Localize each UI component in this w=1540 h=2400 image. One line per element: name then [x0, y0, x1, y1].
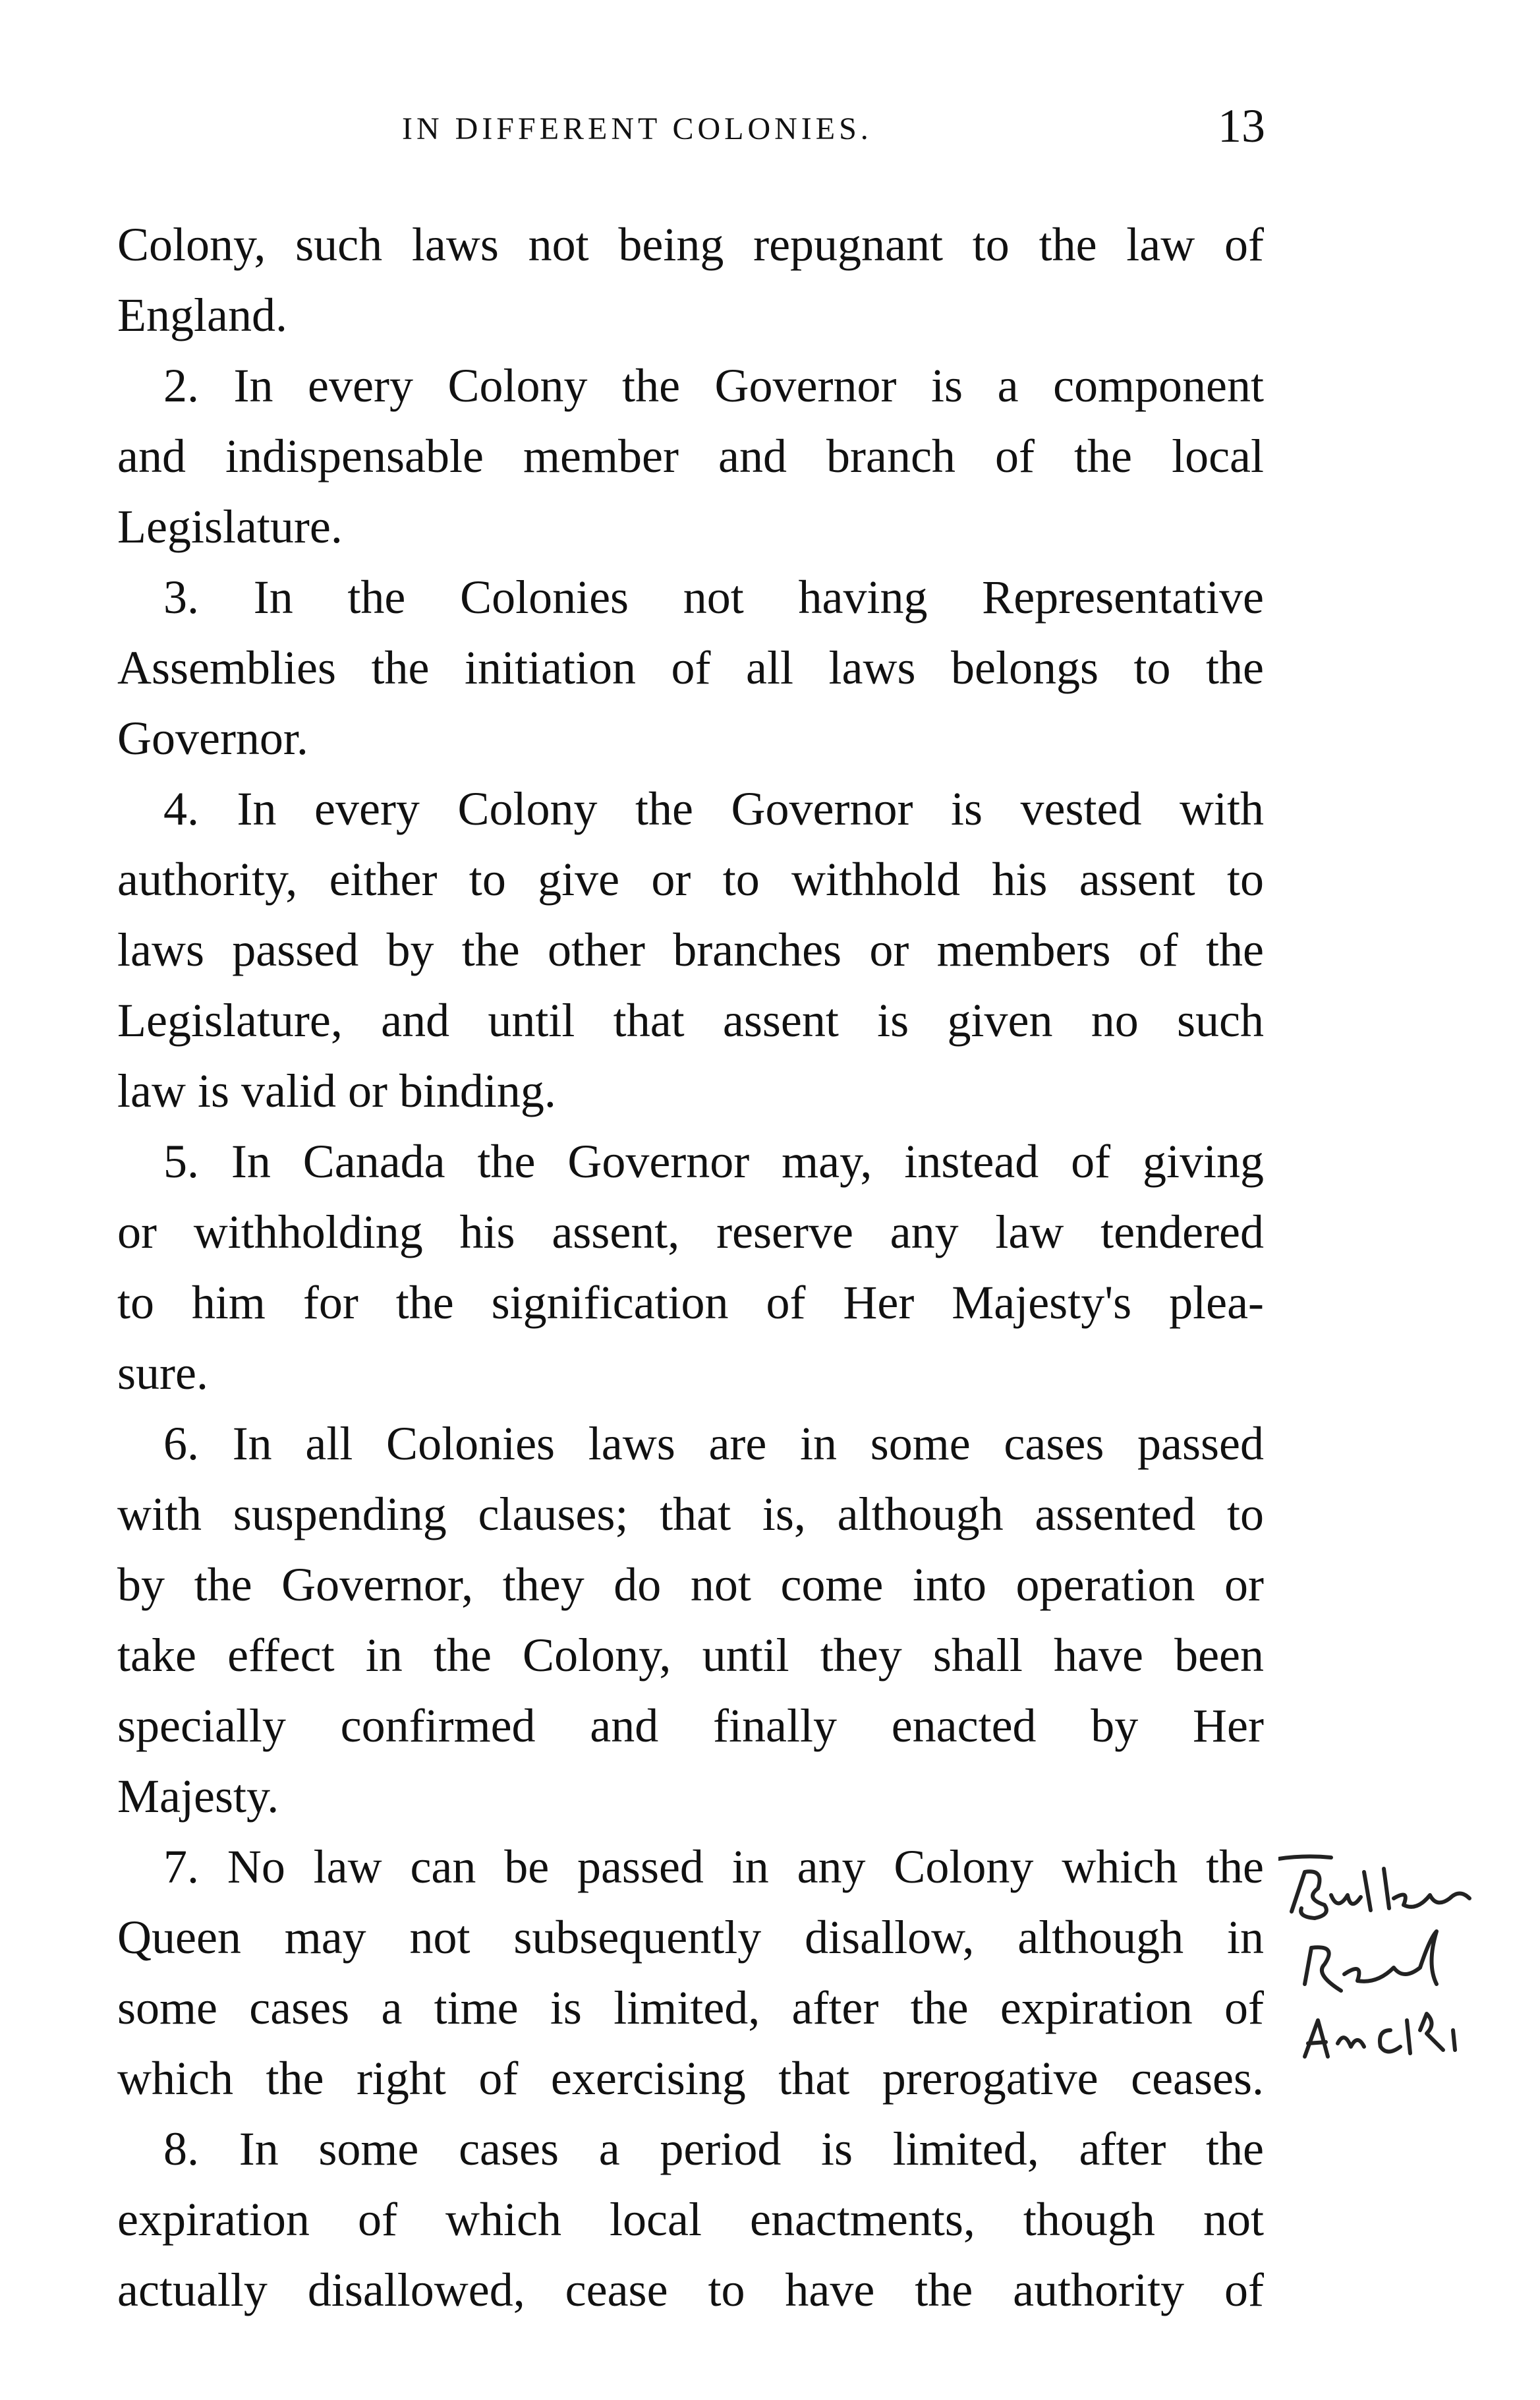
text-line: which the right of exercising that prerogative ceases. — [117, 2052, 1264, 2105]
text-line: specially confirmed and finally enacted by Her — [117, 1699, 1264, 1752]
text-line: and indispensable member and branch of the local — [117, 430, 1264, 483]
handwriting-scribble — [1278, 1832, 1516, 2109]
text-line: 8. In some cases a period is limited, after the — [163, 2122, 1264, 2175]
text-line: actually disallowed, cease to have the authority of — [117, 2264, 1264, 2316]
text-line: or withholding his assent, reserve any law tendered — [117, 1206, 1264, 1258]
handwritten-margin-note — [1278, 1832, 1516, 2109]
text-line: 7. No law can be passed in any Colony which the — [163, 1840, 1264, 1893]
text-line: take effect in the Colony, until they shall have been — [117, 1629, 1264, 1682]
text-line: some cases a time is limited, after the expiration of — [117, 1981, 1264, 2034]
text-line: expiration of which local enactments, though not — [117, 2193, 1264, 2246]
text-line: 2. In every Colony the Governor is a component — [163, 359, 1264, 412]
text-line: by the Governor, they do not come into operation or — [117, 1558, 1264, 1611]
body-text — [117, 210, 1264, 2326]
text-line: authority, either to give or to withhold his assent to — [117, 853, 1264, 906]
text-line: 4. In every Colony the Governor is vested with — [163, 782, 1264, 835]
text-line: England. — [117, 289, 287, 341]
text-line: law is valid or binding. — [117, 1065, 556, 1117]
text-line: Queen may not subsequently disallow, although in — [117, 1911, 1264, 1964]
text-line: with suspending clauses; that is, although assented to — [117, 1488, 1264, 1540]
text-line: Majesty. — [117, 1770, 279, 1823]
text-line: 5. In Canada the Governor may, instead of giving — [163, 1135, 1264, 1188]
page-number: 13 — [1218, 100, 1265, 152]
text-line: 3. In the Colonies not having Representative — [163, 571, 1264, 624]
text-line: Assemblies the initiation of all laws belongs to the — [117, 641, 1264, 694]
text-line: 6. In all Colonies laws are in some cases passed — [163, 1417, 1264, 1470]
text-line: Legislature, and until that assent is given no such — [117, 994, 1264, 1047]
text-line: Governor. — [117, 712, 308, 765]
text-line: Legislature. — [117, 500, 343, 553]
text-line: to him for the signification of Her Majesty's plea- — [117, 1276, 1264, 1329]
running-head: IN DIFFERENT COLONIES. — [402, 111, 872, 146]
text-line: laws passed by the other branches or members of the — [117, 923, 1264, 976]
page-header — [119, 99, 1265, 158]
text-line: Colony, such laws not being repugnant to the law of — [117, 218, 1264, 271]
text-line: sure. — [117, 1347, 208, 1399]
